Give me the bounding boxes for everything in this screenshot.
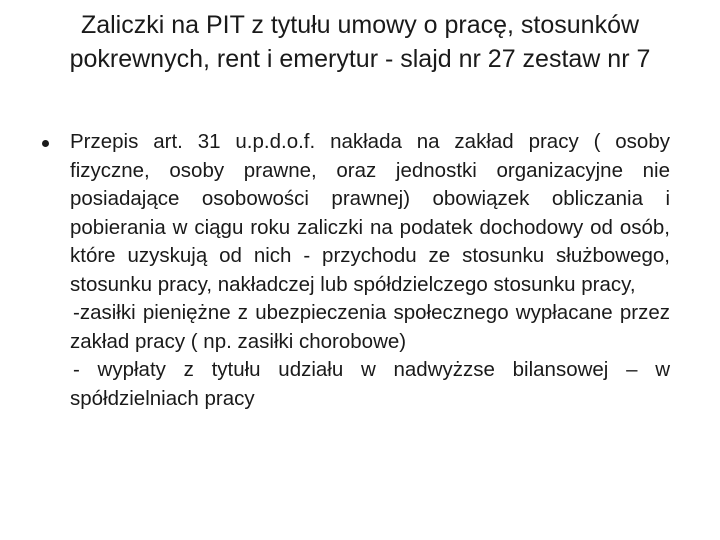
bullet-sub-line-2: - wypłaty z tytułu udziału w nadwyżzse bilansowej – w spółdzielniach pracy — [70, 358, 670, 410]
slide-body — [42, 128, 670, 413]
slide-title: Zaliczki na PIT z tytułu umowy o pracę, stosunków pokrewnych, rent i emerytur - slajd nr 27 zestaw nr 7 — [69, 11, 651, 73]
bullet-item — [42, 128, 670, 413]
bullet-sub-line-1: -zasiłki pieniężne z ubezpieczenia społecznego wypłacane przez zakład pracy ( np. zasiłki chorobowe) — [70, 301, 670, 353]
bullet-main-text: Przepis art. 31 u.p.d.o.f. nakłada na zakład pracy ( osoby fizyczne, osoby prawne, oraz jednostki organizacyjne nie posiadające osobowości prawnej) obowiązek obliczania i pobierania w ciągu roku zaliczki na podatek dochodowy od osób, które uzyskują od nich - przychodu ze stosunku służbowego, stosunku pracy, nakładczej lub spółdzielczego stosunku pracy, — [70, 130, 670, 296]
